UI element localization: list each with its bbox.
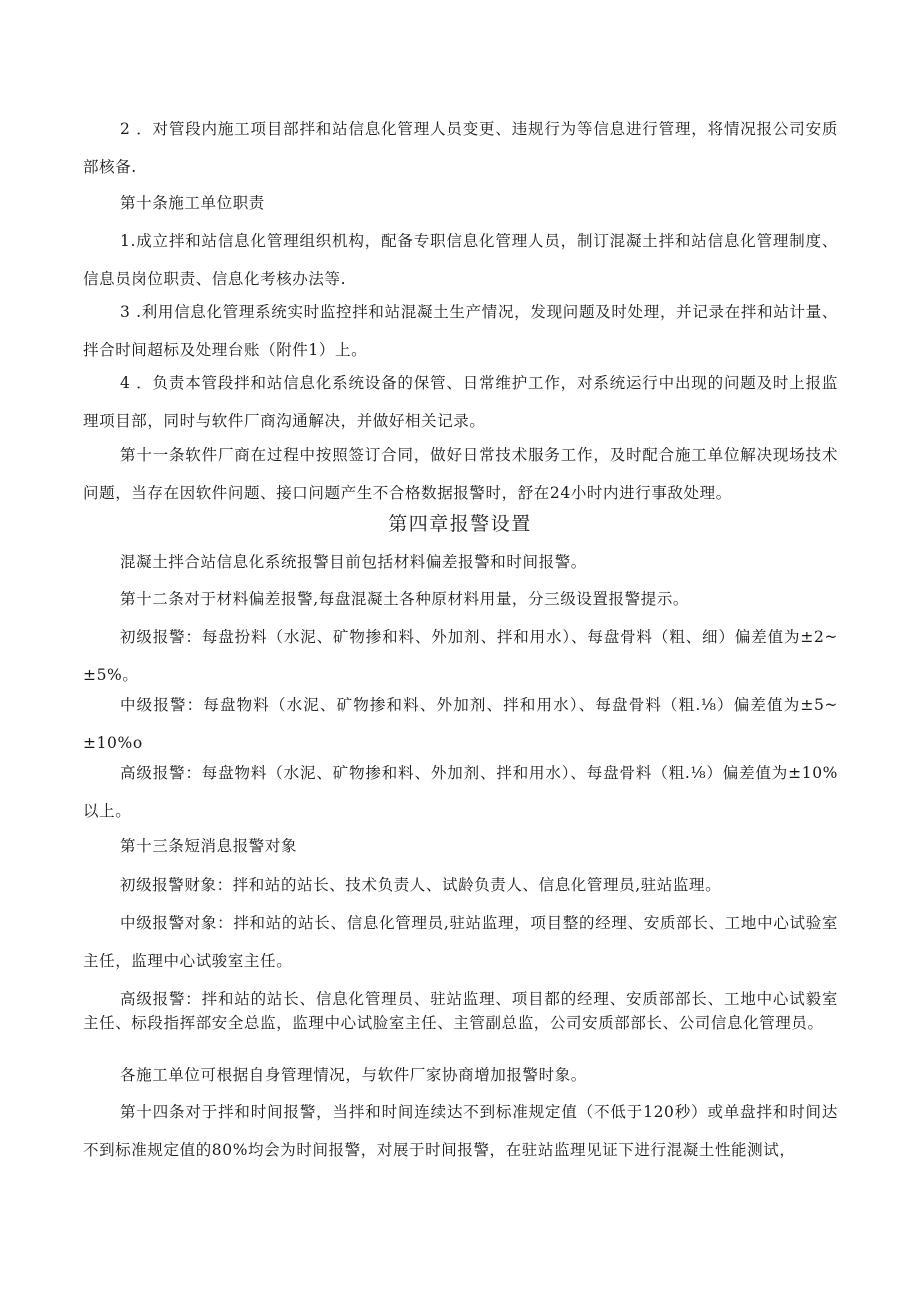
- paragraph-3-item: 3 .利用信息化管理系统实时监控拌和站混凝土生产情况，发现问题及时处理，并记录在拌和站计量、拌合时间超标及处理台账（附件1）上。: [83, 303, 838, 359]
- advanced-alarm-paragraph: 高级报警：每盘物料（水泥、矿物掺和料、外加剂、拌和用水）、每盘骨料（粗.⅛）偏差值为±10%以上。: [83, 764, 838, 820]
- alarm-intro-paragraph: 混凝土拌合站信息化系统报警目前包括材料偏差报警和时间报警。: [120, 553, 587, 571]
- intermediate-alarm-recipients: 中级报警对象：拌和站的站长、信息化管理员,驻站监理，项目整的经理、安质部长、工地中心试验室主任，监理中心试骏室主任。: [83, 914, 838, 970]
- additional-recipients-paragraph: 各施工单位可根据自身管理情况，与软件厂家协商增加报警时象。: [120, 1066, 587, 1084]
- article-13-heading: 第十三条短消息报警对象: [120, 837, 298, 855]
- primary-alarm-paragraph: 初级报警：每盘扮料（水泥、矿物掺和料、外加剂、拌和用水）、每盘骨料（粗、细）偏差值为±2~±5%。: [83, 628, 838, 684]
- paragraph-2-item: 2 ．对管段内施工项目部拌和站信息化管理人员变更、违规行为等信息进行管理，将情况报公司安质部核备.: [83, 120, 838, 176]
- intermediate-alarm-paragraph: 中级报警：每盘物料（水泥、矿物掺和料、外加剂、拌和用水）、每盘骨料（粗.⅛）偏差值为±5~±10%o: [83, 696, 838, 752]
- paragraph-4-item: 4 ．负责本管段拌和站信息化系统设备的保管、日常维护工作，对系统运行中出现的问题及时上报监理项目部，同时与软件厂商沟通解决，并做好相关记录。: [83, 374, 838, 430]
- chapter-title: 第四章报警设置: [388, 513, 532, 535]
- primary-alarm-recipients: 初级报警财象：拌和站的站长、技术负责人、试龄负责人、信息化管理员,驻站监理。: [120, 876, 722, 894]
- article-10-heading: 第十条施工单位职责: [120, 194, 265, 212]
- paragraph-1-item: 1.成立拌和站信息化管理组织机构，配备专职信息化管理人员，制订混凝土拌和站信息化管理制度、信息员岗位职责、信息化考核办法等.: [83, 232, 838, 288]
- article-12-paragraph: 第十二条对于材料偏差报警,每盘混凝土各种原材料用量，分三级设置报警提示。: [120, 590, 690, 608]
- advanced-alarm-recipients: 高级报警：拌和站的站长、信息化管理员、驻站监理、项目都的经理、安质部部长、工地中心试毅室主任、标段指挥部安全总监，监理中心试脸室主任、主管副总监，公司安质部部长、公司信息化管理员。: [83, 990, 838, 1032]
- article-11-paragraph: 第十一条软件厂商在过程中按照签订合同，做好日常技术服务工作，及时配合施工单位解决现场技术问题，当存在因软件问题、接口问题产生不合格数据报警时，舒在24小时内进行事敌处理。: [83, 446, 838, 502]
- article-14-paragraph: 第十四条对于拌和时间报警，当拌和时间连续达不到标准规定值（不低于120秒）或单盘拌和时间达不到标准规定值的80%均会为时间报警，对展于时间报警，在驻站监理见证下进行混凝土性能测试，: [83, 1103, 838, 1159]
